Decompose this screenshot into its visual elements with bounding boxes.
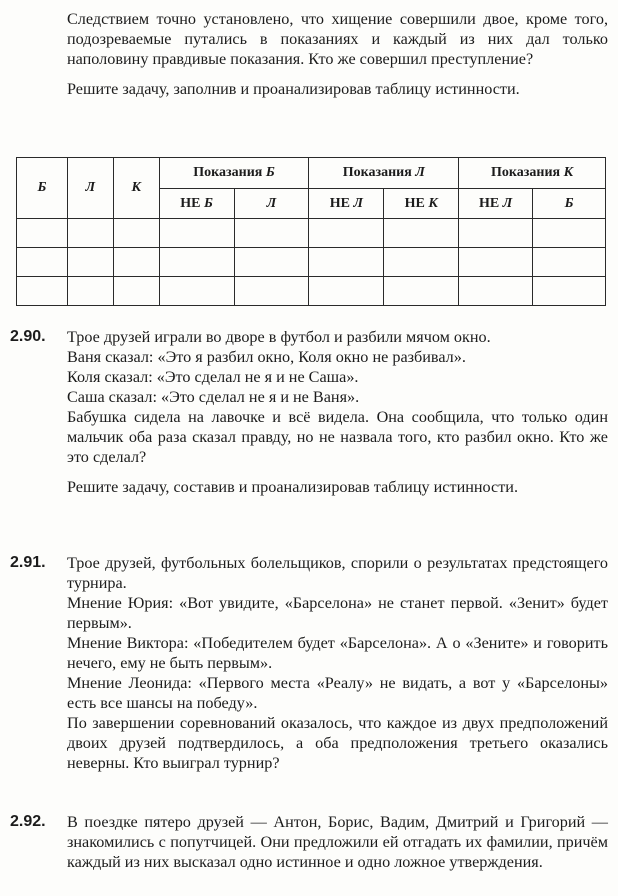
task-2-91 (0, 553, 618, 773)
header-b: Б (17, 158, 68, 219)
task-line: Бабушка сидела на лавочке и всё видела. Она сообщила, что только один мальчик оба раза сказал правду, но не назвала того, кто разбил окно. Кто же это сделал? (67, 408, 608, 466)
task-line: Мнение Леонида: «Первого места «Реалу» не видать, а вот у «Барселоны» есть все шансы на победу». (67, 674, 608, 712)
task-line: Трое друзей, футбольных болельщиков, спорили о результатах предстоящего турнира. (67, 554, 608, 592)
task-2-90 (0, 327, 618, 497)
intro-paragraph-1: Следствием точно установлено, что хищение совершили двое, кроме того, подозреваемые путались в показаниях и каждый из них дал только наполовину правдивые показания. Кто же совершил преступление? (67, 10, 608, 68)
group-header-b: Показания Б (159, 158, 309, 189)
sub-header-6: Б (533, 189, 606, 219)
task-line: Саша сказал: «Это сделал не я и не Ваня». (67, 388, 360, 406)
header-l: Л (67, 158, 113, 219)
task-number: 2.92. (10, 813, 46, 830)
task-line: В поездке пятеро друзей — Антон, Борис, Вадим, Дмитрий и Григорий — знакомились с попутчицей. Они предложили ей отгадать их фамилии, причём каждый из них высказал одно истинное и одно ложное утверждения. (67, 813, 608, 871)
task-line: Мнение Юрия: «Вот увидите, «Барселона» не станет первой. «Зенит» будет первым». (67, 594, 608, 632)
truth-table (16, 157, 606, 306)
task-number: 2.90. (10, 328, 46, 345)
task-line: Ваня сказал: «Это я разбил окно, Коля окно не разбивал». (67, 348, 466, 366)
table-row (17, 277, 606, 306)
sub-header-2: Л (234, 189, 309, 219)
table-row (17, 219, 606, 248)
sub-header-3: НЕ Л (309, 189, 384, 219)
task-2-92 (0, 812, 618, 872)
sub-header-1: НЕ Б (159, 189, 234, 219)
sub-header-5: НЕ Л (459, 189, 533, 219)
header-k: К (113, 158, 159, 219)
group-header-k: Показания К (459, 158, 606, 189)
table-row (17, 248, 606, 277)
group-header-l: Показания Л (309, 158, 459, 189)
task-line: Мнение Виктора: «Победителем будет «Барселона». А о «Зените» и говорить нечего, ему не быть первым». (67, 634, 608, 672)
sub-header-4: НЕ К (384, 189, 459, 219)
intro-paragraph-2: Решите задачу, заполнив и проанализировав таблицу истинности. (67, 80, 520, 98)
intro-block (0, 9, 618, 99)
task-line: Коля сказал: «Это сделал не я и не Саша». (67, 368, 359, 386)
task-line: Трое друзей играли во дворе в футбол и разбили мячом окно. (67, 328, 491, 346)
task-closing: Решите задачу, составив и проанализировав таблицу истинности. (67, 478, 519, 496)
task-number: 2.91. (10, 554, 46, 571)
task-line: По завершении соревнований оказалось, что каждое из двух предположений двоих друзей подтвердилось, а оба предположения третьего оказались неверны. Кто выиграл турнир? (67, 714, 608, 772)
